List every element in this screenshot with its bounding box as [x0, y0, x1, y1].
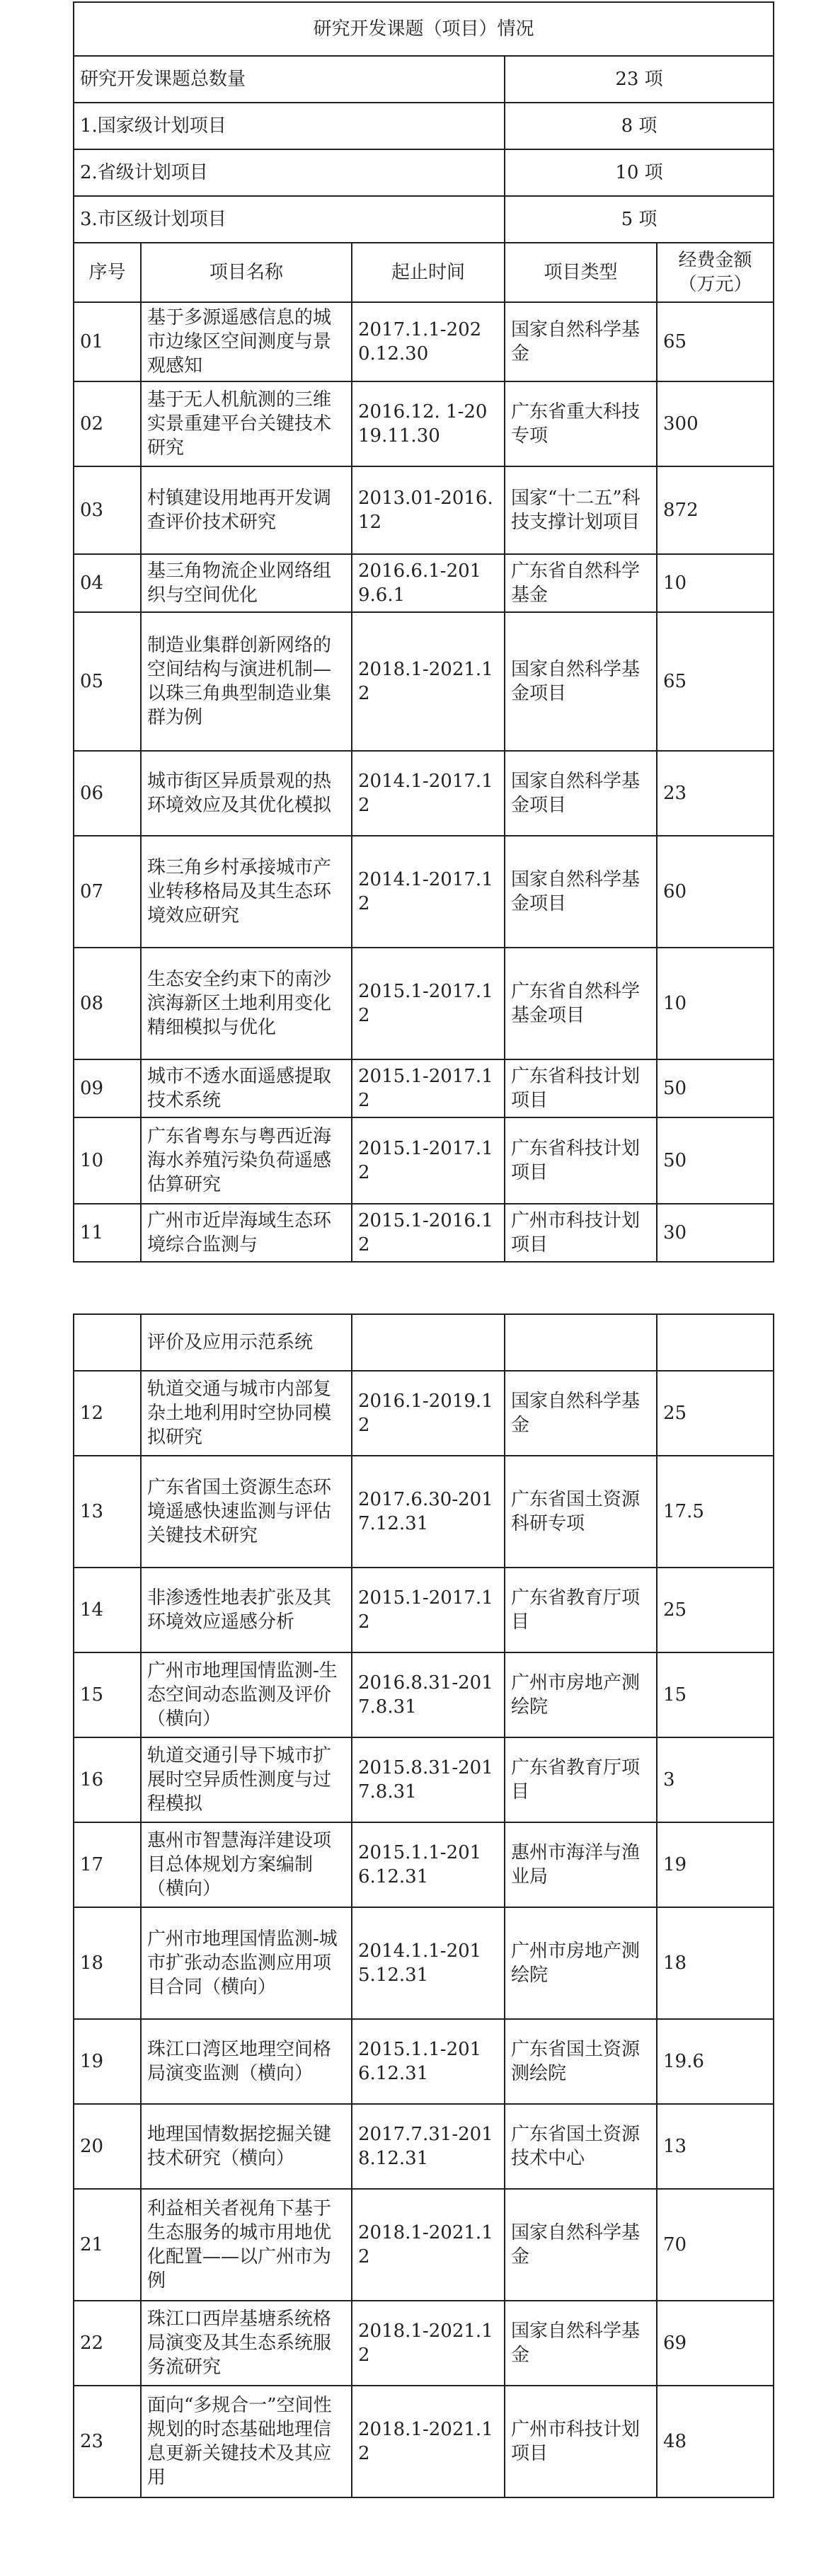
- table-row: [74, 2104, 774, 2189]
- project-type: 国家自然科学基金: [505, 2301, 657, 2386]
- project-period: 2015.1-2017.12: [352, 1059, 505, 1117]
- project-type: 广东省自然科学基金项目: [505, 948, 657, 1059]
- project-name: 珠江口西岸基塘系统格局演变及其生态系统服务流研究: [141, 2301, 352, 2386]
- header-amount: 经费金额（万元）: [657, 243, 774, 302]
- project-type: 广东省教育厅项目: [505, 1737, 657, 1822]
- project-period: 2018.1-2021.12: [352, 2189, 505, 2301]
- row-number: 07: [74, 836, 141, 948]
- project-name: 城市街区异质景观的热环境效应及其优化模拟: [141, 751, 352, 836]
- summary-value: 10 项: [505, 149, 774, 196]
- project-name: 广州市近岸海域生态环境综合监测与: [141, 1204, 352, 1262]
- project-type: 广东省国土资源科研专项: [505, 1456, 657, 1568]
- project-amount: 15: [657, 1652, 774, 1737]
- project-period: 2017.7.31-2018.12.31: [352, 2104, 505, 2189]
- project-type: 国家自然科学基金: [505, 1371, 657, 1456]
- project-type: 广东省国土资源测绘院: [505, 2019, 657, 2104]
- header-no: 序号: [74, 243, 141, 302]
- project-name: 非渗透性地表扩张及其环境效应遥感分析: [141, 1568, 352, 1652]
- row-number: 10: [74, 1117, 141, 1204]
- project-name: 基于无人机航测的三维实景重建平台关键技术研究: [141, 381, 352, 466]
- project-period: 2016.6.1-2019.6.1: [352, 554, 505, 612]
- table-row: [74, 612, 774, 751]
- project-type: 国家“十二五”科技支撑计划项目: [505, 466, 657, 554]
- project-amount: 65: [657, 612, 774, 751]
- row-number: 08: [74, 948, 141, 1059]
- table-row: [74, 1822, 774, 1907]
- project-type: 国家自然科学基金项目: [505, 612, 657, 751]
- project-name: 广东省粤东与粤西近海海水养殖污染负荷遥感估算研究: [141, 1117, 352, 1204]
- row-number: 14: [74, 1568, 141, 1652]
- table-row: [74, 751, 774, 836]
- table-row: [74, 1568, 774, 1652]
- project-type: 广东省教育厅项目: [505, 1568, 657, 1652]
- summary-label: 3.市区级计划项目: [74, 196, 505, 243]
- project-type: 惠州市海洋与渔业局: [505, 1822, 657, 1907]
- project-type: 广州市科技计划项目: [505, 2386, 657, 2497]
- table-row: [74, 836, 774, 948]
- project-period: 2018.1-2021.12: [352, 2301, 505, 2386]
- project-name: 地理国情数据挖掘关键技术研究（横向）: [141, 2104, 352, 2189]
- row-number: 13: [74, 1456, 141, 1568]
- project-amount: 50: [657, 1059, 774, 1117]
- project-period: 2016.12. 1-2019.11.30: [352, 381, 505, 466]
- project-type: 广东省科技计划项目: [505, 1059, 657, 1117]
- project-period: 2015.1.1-2016.12.31: [352, 1822, 505, 1907]
- row-number: 04: [74, 554, 141, 612]
- table-row: [74, 1652, 774, 1737]
- project-type: 广东省重大科技专项: [505, 381, 657, 466]
- header-type: 项目类型: [505, 243, 657, 302]
- table-row: [74, 2189, 774, 2301]
- project-type: 广州市科技计划项目: [505, 1204, 657, 1262]
- project-amount: 3: [657, 1737, 774, 1822]
- project-amount: 23: [657, 751, 774, 836]
- row-number: 15: [74, 1652, 141, 1737]
- project-period: 2014.1-2017.12: [352, 836, 505, 948]
- project-amount: 872: [657, 466, 774, 554]
- table-row: [74, 1907, 774, 2019]
- table-row: [74, 948, 774, 1059]
- summary-value: 23 项: [505, 56, 774, 103]
- project-type: 国家自然科学基金: [505, 2189, 657, 2301]
- table-row: [74, 466, 774, 554]
- project-name: 利益相关者视角下基于生态服务的城市用地优化配置——以广州市为例: [141, 2189, 352, 2301]
- row-number: 23: [74, 2386, 141, 2497]
- row-number: 09: [74, 1059, 141, 1117]
- header-period: 起止时间: [352, 243, 505, 302]
- project-period: 2016.8.31-2017.8.31: [352, 1652, 505, 1737]
- table-row: [74, 1371, 774, 1456]
- summary-value: 5 项: [505, 196, 774, 243]
- table-title: 研究开发课题（项目）情况: [74, 2, 774, 56]
- summary-label: 1.国家级计划项目: [74, 103, 505, 149]
- project-period: 2013.01-2016.12: [352, 466, 505, 554]
- project-type: 广东省国土资源技术中心: [505, 2104, 657, 2189]
- research-table-page-1: [73, 1, 774, 1263]
- row-number: 16: [74, 1737, 141, 1822]
- project-period: 2015.1-2016.12: [352, 1204, 505, 1262]
- project-period: 2015.1.1-2016.12.31: [352, 2019, 505, 2104]
- column-header-row: [74, 243, 774, 302]
- summary-label: 2.省级计划项目: [74, 149, 505, 196]
- table-row: [74, 554, 774, 612]
- table-row: [74, 2019, 774, 2104]
- project-type: 国家自然科学基金项目: [505, 836, 657, 948]
- project-period: 2018.1-2021.12: [352, 2386, 505, 2497]
- table-row: [74, 1204, 774, 1262]
- table-row: [74, 2301, 774, 2386]
- project-type: 国家自然科学基金项目: [505, 751, 657, 836]
- project-amount: 300: [657, 381, 774, 466]
- project-name: 轨道交通与城市内部复杂土地利用时空协同模拟研究: [141, 1371, 352, 1456]
- project-amount: 50: [657, 1117, 774, 1204]
- summary-label: 研究开发课题总数量: [74, 56, 505, 103]
- table-row: [74, 2386, 774, 2497]
- row-number: 17: [74, 1822, 141, 1907]
- project-amount: 25: [657, 1371, 774, 1456]
- row-number: 20: [74, 2104, 141, 2189]
- research-table-page-2: [73, 1313, 774, 2498]
- project-amount: 69: [657, 2301, 774, 2386]
- project-name: 轨道交通引导下城市扩展时空异质性测度与过程模拟: [141, 1737, 352, 1822]
- project-amount: 48: [657, 2386, 774, 2497]
- project-amount: 10: [657, 948, 774, 1059]
- row-number: 03: [74, 466, 141, 554]
- project-amount: 25: [657, 1568, 774, 1652]
- project-amount: 19.6: [657, 2019, 774, 2104]
- summary-value: 8 项: [505, 103, 774, 149]
- project-name: 城市不透水面遥感提取技术系统: [141, 1059, 352, 1117]
- continuation-row: [74, 1314, 774, 1371]
- table-row: [74, 1059, 774, 1117]
- row-number: 06: [74, 751, 141, 836]
- table-row: [74, 1737, 774, 1822]
- project-name: 珠三角乡村承接城市产业转移格局及其生态环境效应研究: [141, 836, 352, 948]
- row-number: 18: [74, 1907, 141, 2019]
- project-type: 广州市房地产测绘院: [505, 1652, 657, 1737]
- row-number: 05: [74, 612, 141, 751]
- project-amount: 19: [657, 1822, 774, 1907]
- table-row: [74, 381, 774, 466]
- project-amount: 17.5: [657, 1456, 774, 1568]
- project-period: 2017.6.30-2017.12.31: [352, 1456, 505, 1568]
- row-number: 01: [74, 302, 141, 381]
- project-name: 基三角物流企业网络组织与空间优化: [141, 554, 352, 612]
- project-name: 珠江口湾区地理空间格局演变监测（横向）: [141, 2019, 352, 2104]
- project-type: 广东省科技计划项目: [505, 1117, 657, 1204]
- project-name: 基于多源遥感信息的城市边缘区空间测度与景观感知: [141, 302, 352, 381]
- project-type: 广东省自然科学基金: [505, 554, 657, 612]
- row-number: 12: [74, 1371, 141, 1456]
- table-row: [74, 1456, 774, 1568]
- project-period: 2014.1-2017.12: [352, 751, 505, 836]
- project-type: 广州市房地产测绘院: [505, 1907, 657, 2019]
- project-name: 广州市地理国情监测-城市扩张动态监测应用项目合同（横向）: [141, 1907, 352, 2019]
- project-name: 广东省国土资源生态环境遥感快速监测与评估关键技术研究: [141, 1456, 352, 1568]
- row-number: 02: [74, 381, 141, 466]
- project-period: 2015.1-2017.12: [352, 1568, 505, 1652]
- project-period: 2017.1.1-2020.12.30: [352, 302, 505, 381]
- table-row: [74, 1117, 774, 1204]
- project-period: 2015.1-2017.12: [352, 948, 505, 1059]
- project-amount: 65: [657, 302, 774, 381]
- row-number: 21: [74, 2189, 141, 2301]
- project-amount: 60: [657, 836, 774, 948]
- project-period: 2018.1-2021.12: [352, 612, 505, 751]
- project-period: 2015.8.31-2017.8.31: [352, 1737, 505, 1822]
- project-name: 惠州市智慧海洋建设项目总体规划方案编制（横向）: [141, 1822, 352, 1907]
- table-row: [74, 302, 774, 381]
- project-name: 制造业集群创新网络的空间结构与演进机制—以珠三角典型制造业集群为例: [141, 612, 352, 751]
- project-period: 2015.1-2017.12: [352, 1117, 505, 1204]
- row-number: 19: [74, 2019, 141, 2104]
- project-name: 村镇建设用地再开发调查评价技术研究: [141, 466, 352, 554]
- project-amount: 18: [657, 1907, 774, 2019]
- project-amount: 13: [657, 2104, 774, 2189]
- row-number: 22: [74, 2301, 141, 2386]
- project-amount: 30: [657, 1204, 774, 1262]
- row-number: 11: [74, 1204, 141, 1262]
- header-name: 项目名称: [141, 243, 352, 302]
- project-name: 生态安全约束下的南沙滨海新区土地利用变化精细模拟与优化: [141, 948, 352, 1059]
- project-amount: 10: [657, 554, 774, 612]
- project-name: 广州市地理国情监测-生态空间动态监测及评价（横向）: [141, 1652, 352, 1737]
- continuation-text: 评价及应用示范系统: [141, 1314, 352, 1371]
- project-amount: 70: [657, 2189, 774, 2301]
- project-name: 面向“多规合一”空间性规划的时态基础地理信息更新关键技术及其应用: [141, 2386, 352, 2497]
- project-type: 国家自然科学基金: [505, 302, 657, 381]
- project-period: 2014.1.1-2015.12.31: [352, 1907, 505, 2019]
- project-period: 2016.1-2019.12: [352, 1371, 505, 1456]
